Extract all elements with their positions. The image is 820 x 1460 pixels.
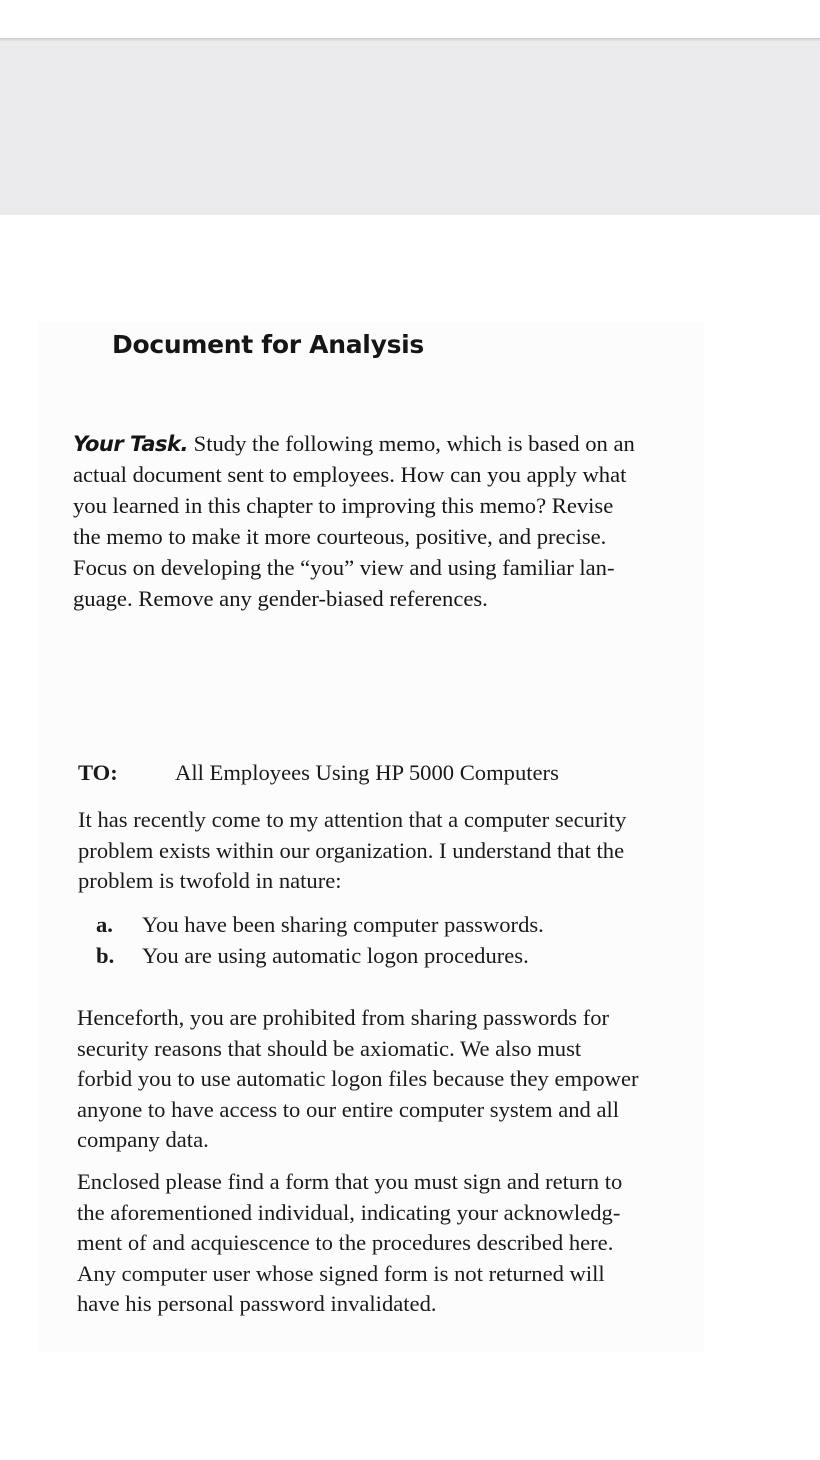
memo-list bbox=[96, 910, 656, 971]
memo-line: Henceforth, you are prohibited from sharing passwords for bbox=[77, 1005, 610, 1030]
memo-paragraph-2 bbox=[77, 1003, 687, 1156]
memo-line: Any computer user whose signed form is not returned will bbox=[77, 1260, 605, 1286]
memo-line: problem exists within our organization. I understand that the bbox=[78, 837, 625, 863]
header-band bbox=[0, 41, 820, 215]
task-line: Your Task. Study the following memo, which is based on an bbox=[73, 431, 635, 456]
page-title: Document for Analysis bbox=[112, 330, 424, 359]
memo-line: problem is twofold in nature: bbox=[78, 868, 342, 893]
list-marker: b. bbox=[96, 942, 115, 968]
memo-line: Enclosed please find a form that you must sign and return to bbox=[77, 1169, 623, 1194]
task-lead: Your Task. bbox=[73, 432, 188, 456]
memo-to-value: All Employees Using HP 5000 Computers bbox=[175, 760, 559, 785]
memo-line: anyone to have access to our entire computer system and all bbox=[77, 1096, 620, 1122]
list-item bbox=[96, 910, 656, 941]
memo-to-row bbox=[78, 760, 688, 786]
memo-line: company data. bbox=[77, 1127, 209, 1152]
memo-line: the aforementioned individual, indicating your acknowledg- bbox=[77, 1199, 621, 1225]
memo-paragraph-1 bbox=[78, 805, 688, 897]
memo-paragraph-3 bbox=[77, 1167, 687, 1320]
task-line: guage. Remove any gender-biased references. bbox=[73, 585, 488, 611]
list-item-text: You have been sharing computer passwords. bbox=[142, 912, 544, 937]
memo-line: security reasons that should be axiomatic. We also must bbox=[77, 1035, 582, 1061]
memo-line: ment of and acquiescence to the procedures described here. bbox=[77, 1230, 614, 1255]
list-item bbox=[96, 941, 656, 972]
task-line: the memo to make it more courteous, positive, and precise. bbox=[73, 523, 607, 549]
memo-line: forbid you to use automatic logon files because they empower bbox=[77, 1066, 639, 1091]
list-item-text: You are using automatic logon procedures. bbox=[142, 942, 529, 968]
memo-line: It has recently come to my attention that a computer security bbox=[78, 807, 627, 832]
memo-to-label: TO: bbox=[78, 760, 118, 785]
list-marker: a. bbox=[96, 912, 113, 937]
task-line: you learned in this chapter to improving this memo? Revise bbox=[73, 492, 614, 518]
task-paragraph bbox=[73, 429, 677, 614]
task-line: Focus on developing the “you” view and using familiar lan- bbox=[73, 554, 615, 580]
memo-line: have his personal password invalidated. bbox=[77, 1291, 437, 1316]
task-line: actual document sent to employees. How can you apply what bbox=[73, 461, 627, 487]
